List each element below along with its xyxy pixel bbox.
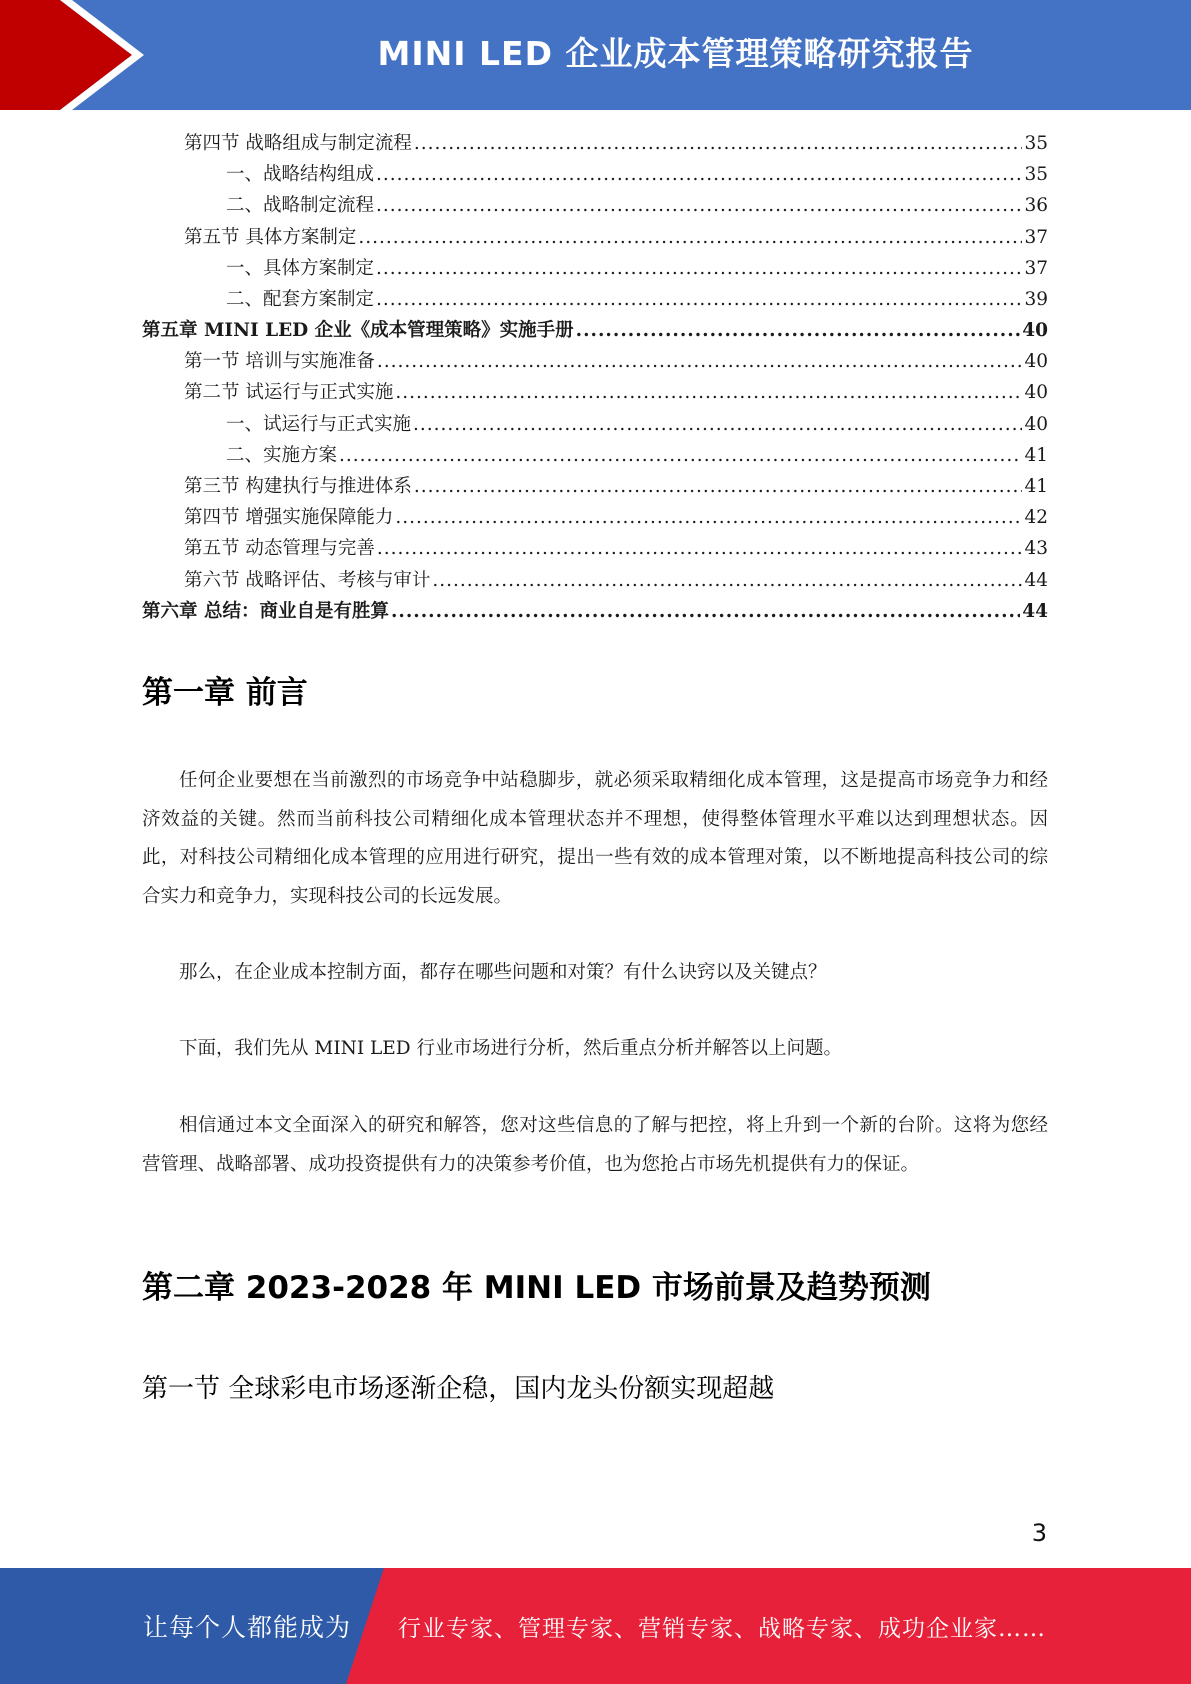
toc-entry-page: 42 bbox=[1024, 507, 1048, 529]
toc-entry-title: 第四节 增强实施保障能力 bbox=[184, 507, 394, 529]
toc-dot-leader bbox=[576, 315, 1021, 346]
toc-dot-leader bbox=[376, 159, 1022, 190]
toc-entry-page: 40 bbox=[1022, 320, 1048, 342]
toc-entry[interactable] bbox=[142, 471, 1048, 502]
toc-entry-page: 44 bbox=[1024, 569, 1048, 591]
toc-entry-page: 37 bbox=[1024, 257, 1048, 279]
toc-entry[interactable] bbox=[142, 440, 1048, 471]
toc-entry-page: 41 bbox=[1024, 444, 1048, 466]
toc-entry-title: 第一节 培训与实施准备 bbox=[184, 351, 375, 373]
header-arrow-decoration bbox=[0, 0, 160, 110]
toc-entry-page: 44 bbox=[1022, 600, 1048, 622]
toc-dot-leader bbox=[395, 377, 1022, 408]
toc-entry-title: 二、实施方案 bbox=[226, 444, 338, 466]
chapter1-paragraph: 下面，我们先从 MINI LED 行业市场进行分析，然后重点分析并解答以上问题。 bbox=[179, 1038, 843, 1059]
toc-entry-title: 第五章 MINI LED 企业《成本管理策略》实施手册 bbox=[142, 320, 574, 342]
toc-entry-title: 第六章 总结：商业自是有胜算 bbox=[142, 600, 389, 622]
toc-entry[interactable] bbox=[142, 596, 1048, 627]
toc-entry[interactable] bbox=[142, 409, 1048, 440]
footer-slogan-right: 行业专家、管理专家、营销专家、战略专家、成功企业家…… bbox=[398, 1616, 1046, 1642]
toc-dot-leader bbox=[377, 346, 1023, 377]
toc-dot-leader bbox=[413, 409, 1022, 440]
toc-entry[interactable] bbox=[142, 502, 1048, 533]
toc-dot-leader bbox=[391, 596, 1020, 627]
toc-entry-title: 第四节 战略组成与制定流程 bbox=[184, 132, 412, 154]
toc-entry-page: 40 bbox=[1024, 351, 1048, 373]
toc-entry-page: 35 bbox=[1024, 164, 1048, 186]
footer-slogan-left: 让每个人都能成为 bbox=[143, 1613, 352, 1642]
toc-entry-page: 36 bbox=[1024, 195, 1048, 217]
table-of-contents bbox=[142, 128, 1048, 627]
toc-dot-leader bbox=[432, 565, 1022, 596]
page-footer bbox=[0, 1568, 1191, 1684]
toc-entry-page: 41 bbox=[1024, 476, 1048, 498]
toc-entry-title: 第五节 动态管理与完善 bbox=[184, 538, 375, 560]
toc-entry-page: 39 bbox=[1024, 288, 1048, 310]
toc-dot-leader bbox=[395, 502, 1022, 533]
report-title: MINI LED 企业成本管理策略研究报告 bbox=[377, 34, 974, 73]
toc-dot-leader bbox=[377, 533, 1023, 564]
toc-dot-leader bbox=[376, 253, 1022, 284]
chapter1-paragraph: 相信通过本文全面深入的研究和解答，您对这些信息的了解与把控，将上升到一个新的台阶。这将为您经营管理、战略部署、成功投资提供有力的决策参考价值，也为您抢占市场先机提供有力的保证。 bbox=[142, 1115, 1048, 1175]
toc-entry-title: 第六节 战略评估、考核与审计 bbox=[184, 569, 431, 591]
toc-entry-page: 43 bbox=[1024, 538, 1048, 560]
section-title: 第一节 全球彩电市场逐渐企稳，国内龙头份额实现超越 bbox=[142, 1374, 775, 1404]
toc-entry[interactable] bbox=[142, 378, 1048, 409]
toc-entry-page: 37 bbox=[1024, 226, 1048, 248]
toc-dot-leader bbox=[358, 222, 1022, 253]
toc-entry-page: 40 bbox=[1024, 413, 1048, 435]
toc-entry-title: 一、具体方案制定 bbox=[226, 257, 375, 279]
toc-entry-title: 第二节 试运行与正式实施 bbox=[184, 382, 394, 404]
toc-entry[interactable] bbox=[142, 284, 1048, 315]
toc-entry-title: 二、配套方案制定 bbox=[226, 288, 375, 310]
chapter1-title: 第一章 前言 bbox=[142, 675, 308, 711]
chapter1-paragraph: 任何企业要想在当前激烈的市场竞争中站稳脚步，就必须采取精细化成本管理，这是提高市场竞争力和经济效益的关键。然而当前科技公司精细化成本管理状态并不理想，使得整体管理水平难以达到理想状态。因此，对科技公司精细化成本管理的应用进行研究，提出一些有效的成本管理对策，以不断地提高科技公司的综合实力和竞争力，实现科技公司的长远发展。 bbox=[142, 770, 1048, 907]
toc-entry[interactable] bbox=[142, 159, 1048, 190]
toc-dot-leader bbox=[376, 190, 1022, 221]
toc-entry[interactable] bbox=[142, 315, 1048, 346]
toc-entry-title: 二、战略制定流程 bbox=[226, 195, 375, 217]
toc-entry-title: 第三节 构建执行与推进体系 bbox=[184, 476, 412, 498]
chapter2-title: 第二章 2023-2028 年 MINI LED 市场前景及趋势预测 bbox=[142, 1270, 931, 1306]
toc-entry[interactable] bbox=[142, 253, 1048, 284]
toc-entry[interactable] bbox=[142, 346, 1048, 377]
toc-dot-leader bbox=[414, 128, 1023, 159]
toc-entry-title: 第五节 具体方案制定 bbox=[184, 226, 357, 248]
chapter1-paragraph: 那么，在企业成本控制方面，都存在哪些问题和对策？有什么诀窍以及关键点？ bbox=[179, 962, 827, 983]
toc-entry-page: 40 bbox=[1024, 382, 1048, 404]
toc-entry-title: 一、试运行与正式实施 bbox=[226, 413, 412, 435]
toc-entry[interactable] bbox=[142, 128, 1048, 159]
toc-dot-leader bbox=[376, 284, 1022, 315]
toc-entry[interactable] bbox=[142, 565, 1048, 596]
page-header bbox=[0, 0, 1191, 110]
toc-entry[interactable] bbox=[142, 533, 1048, 564]
toc-entry-title: 一、战略结构组成 bbox=[226, 164, 375, 186]
toc-entry-page: 35 bbox=[1024, 132, 1048, 154]
toc-dot-leader bbox=[414, 471, 1023, 502]
toc-entry[interactable] bbox=[142, 222, 1048, 253]
toc-entry[interactable] bbox=[142, 190, 1048, 221]
page-number: 3 bbox=[1031, 1519, 1047, 1547]
toc-dot-leader bbox=[339, 440, 1022, 471]
